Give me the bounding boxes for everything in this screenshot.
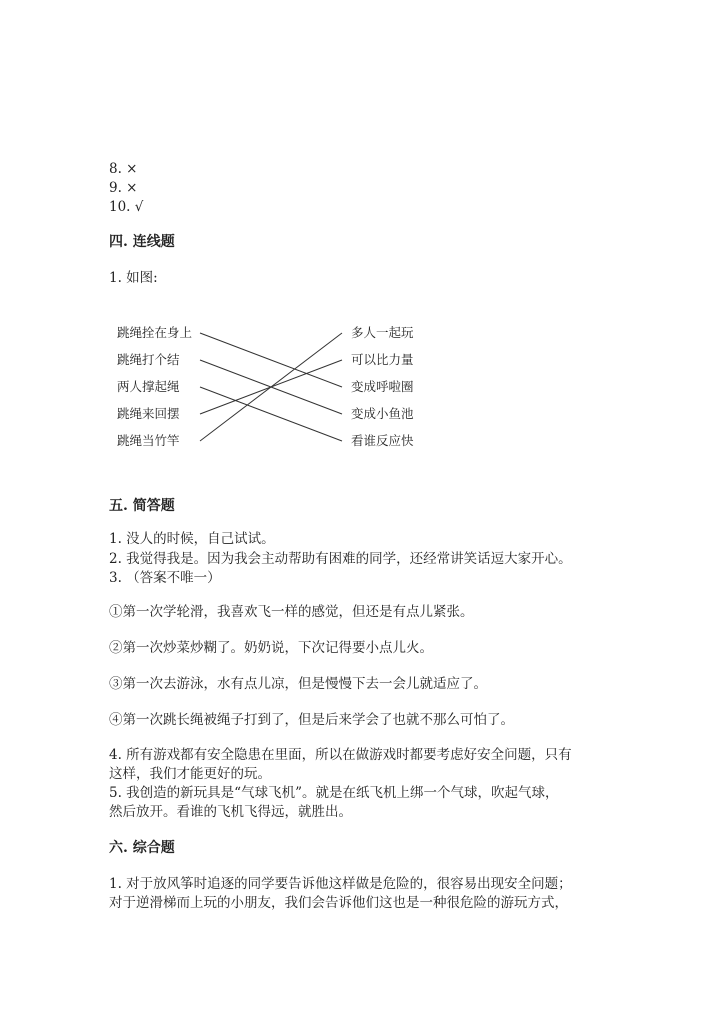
right-item-2: 可以比力量 <box>351 352 414 367</box>
connection-line-1 <box>200 333 342 387</box>
connection-line-5 <box>200 333 342 441</box>
s5-line-9: 这样，我们才能更好的玩。 <box>109 766 271 782</box>
s5-line-6: ③第一次去游泳，水有点儿凉，但是慢慢下去一会儿就适应了。 <box>109 676 487 692</box>
answer-9: 9. × <box>109 180 138 196</box>
s5-line-4: ①第一次学轮滑，我喜欢飞一样的感觉，但还是有点儿紧张。 <box>109 604 474 620</box>
right-item-5: 看谁反应快 <box>351 433 414 448</box>
answer-8: 8. × <box>109 161 138 177</box>
s5-line-10: 5. 我创造的新玩具是“气球飞机”。就是在纸飞机上绑一个气球，吹起气球， <box>109 785 559 801</box>
section6-heading: 六. 综合题 <box>109 840 175 856</box>
section4-q1: 1. 如图: <box>109 270 158 286</box>
s5-line-3: 3. （答案不唯一） <box>109 570 221 586</box>
left-item-3: 两人撑起绳 <box>117 379 180 394</box>
section5-heading: 五. 简答题 <box>109 498 175 514</box>
matching-diagram <box>100 315 430 460</box>
connection-lines <box>100 315 430 460</box>
right-item-4: 变成小鱼池 <box>351 406 414 421</box>
right-item-1: 多人一起玩 <box>351 325 414 340</box>
s5-line-5: ②第一次炒菜炒糊了。奶奶说，下次记得要小点儿火。 <box>109 640 433 656</box>
s6-line-1: 1. 对于放风筝时追逐的同学要告诉他这样做是危险的，很容易出现安全问题； <box>109 876 572 892</box>
connection-line-3 <box>200 387 342 441</box>
left-item-1: 跳绳拴在身上 <box>117 325 193 340</box>
section4-heading: 四. 连线题 <box>109 234 175 250</box>
left-item-5: 跳绳当竹竿 <box>117 433 180 448</box>
s6-line-2: 对于逆滑梯而上玩的小朋友，我们会告诉他们这也是一种很危险的游玩方式， <box>109 895 568 911</box>
answer-10: 10. √ <box>109 199 144 215</box>
left-item-4: 跳绳来回摆 <box>117 406 180 421</box>
s5-line-11: 然后放开。看谁的飞机飞得远，就胜出。 <box>109 804 352 820</box>
left-item-2: 跳绳打个结 <box>117 352 180 367</box>
s5-line-8: 4. 所有游戏都有安全隐患在里面，所以在做游戏时都要考虑好安全问题，只有 <box>109 747 572 763</box>
s5-line-2: 2. 我觉得我是。因为我会主动帮助有困难的同学，还经常讲笑话逗大家开心。 <box>109 551 572 567</box>
right-item-3: 变成呼啦圈 <box>351 379 414 394</box>
s5-line-7: ④第一次跳长绳被绳子打到了，但是后来学会了也就不那么可怕了。 <box>109 712 514 728</box>
s5-line-1: 1. 没人的时候，自己试试。 <box>109 531 275 547</box>
